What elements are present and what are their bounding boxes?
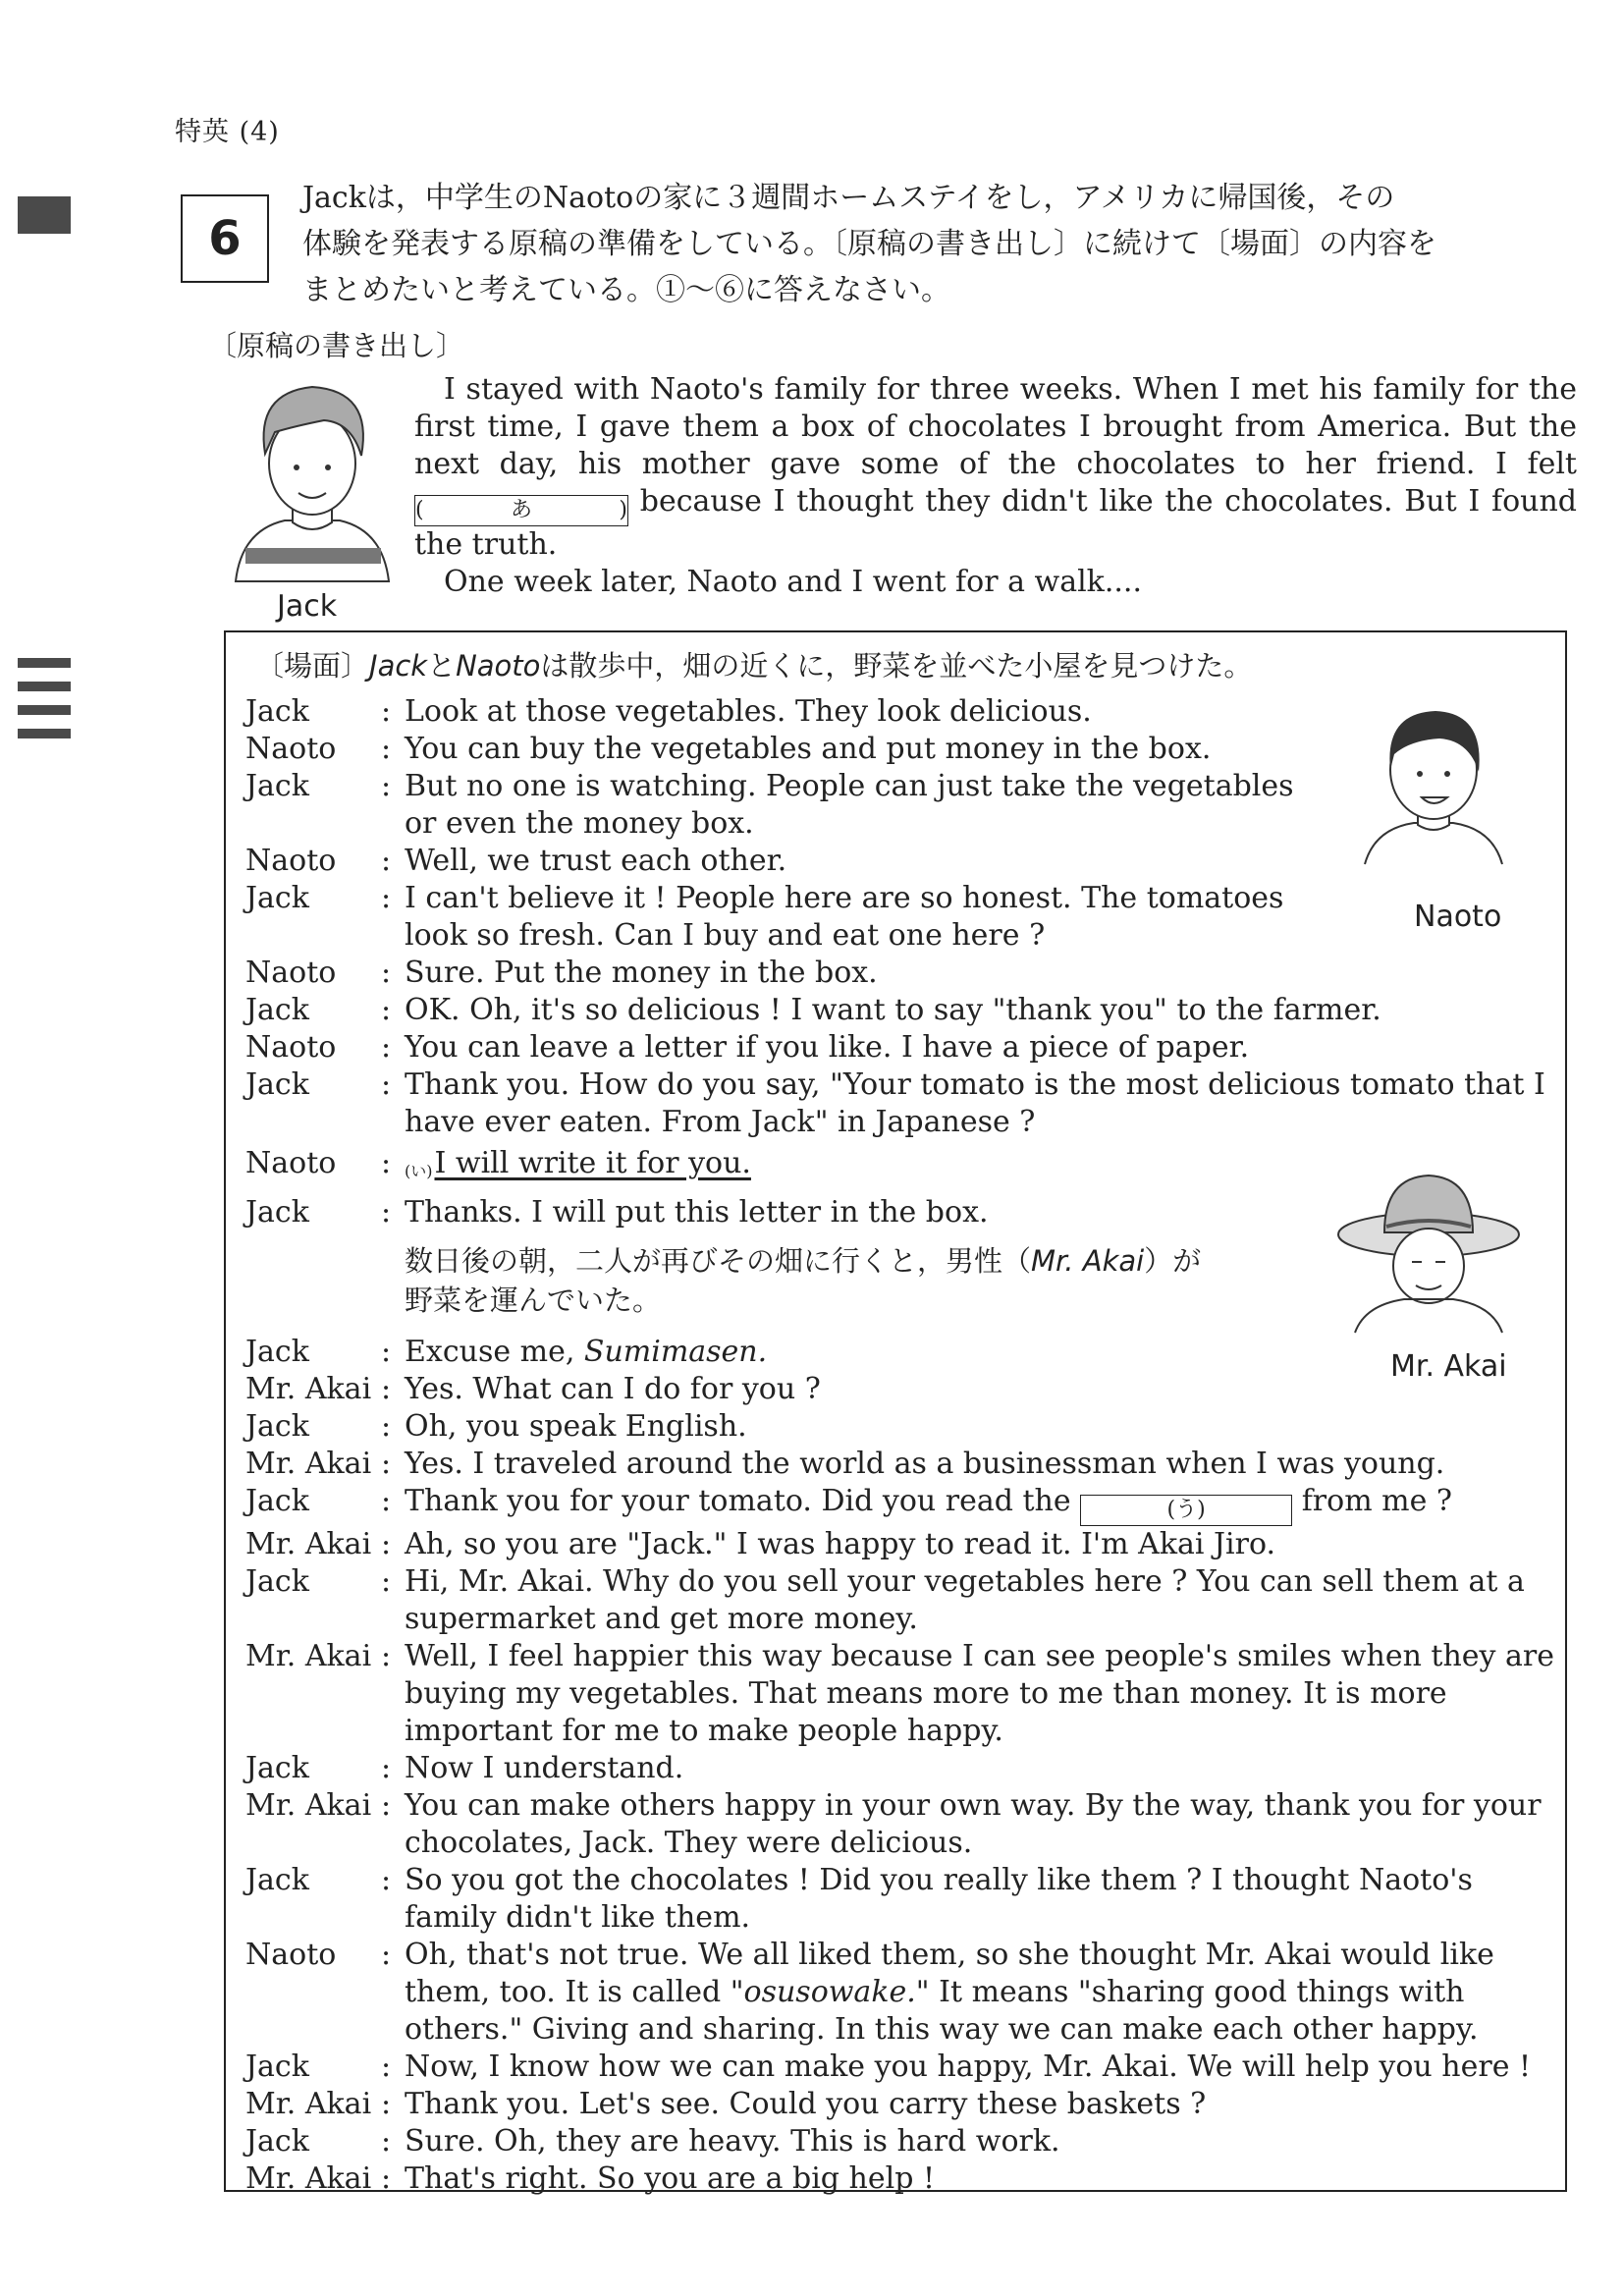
dialogue-line: Naoto : (い)I will write it for you. — [245, 1145, 1561, 1190]
line-text: Sure. Put the money in the box. — [405, 956, 878, 990]
line-text: Look at those vegetables. They look delicious. — [405, 694, 1092, 729]
stage-text: 野菜を運んでいた。 — [405, 1284, 662, 1317]
line-text-part: from me ? — [1301, 1484, 1452, 1518]
manuscript-line: next day, his mother gave some of the chocolates to her friend. I felt — [414, 447, 1577, 481]
speaker: Jack — [245, 1067, 309, 1102]
speaker: Jack — [245, 1863, 309, 1897]
dialogue-line: Mr. Akai : Yes. What can I do for you ? — [245, 1371, 1561, 1408]
scene-title — [255, 644, 1252, 684]
line-text — [405, 1937, 1561, 2049]
naoto-caption: Naoto — [1414, 900, 1502, 934]
manuscript-line: One week later, Naoto and I went for a walk.... — [444, 565, 1142, 599]
intro-line: 体験を発表する原稿の準備をしている。〔原稿の書き出し〕に続けて〔場面〕の内容を — [302, 227, 1436, 261]
question-number: 6 — [181, 194, 269, 283]
speaker: Naoto — [245, 1938, 337, 1972]
dialogue-line: Mr. Akai : You can make others happy in your own way. By the way, thank you for your chocolates, Jack. They were delicious. — [245, 1787, 1561, 1862]
line-text-italic: osusowake. — [743, 1975, 916, 2009]
dialogue-line: Naoto : You can leave a letter if you like. I have a piece of paper. — [245, 1029, 1561, 1066]
answer-blank-a[interactable]: (あ) — [414, 495, 628, 526]
speaker: Jack — [245, 2124, 309, 2159]
scene-title-prefix: 〔場面〕 — [255, 649, 370, 683]
stage-text: ）が — [1144, 1244, 1202, 1278]
line-text: You can leave a letter if you like. I have a piece of paper. — [405, 1030, 1250, 1065]
line-text: Thank you. How do you say, "Your tomato is the most delicious tomato that I have ever eaten. From Jack" in Japanese ? — [405, 1067, 1545, 1139]
line-text: Thank you. Let's see. Could you carry these baskets ? — [405, 2087, 1207, 2121]
dialogue-line: Mr. Akai : Yes. I traveled around the world as a businessman when I was young. — [245, 1446, 1561, 1483]
dialogue-line: Jack : Excuse me, Sumimasen. — [245, 1334, 1561, 1371]
dialogue — [245, 693, 1561, 2198]
manuscript-line: the truth. — [414, 527, 558, 562]
dialogue-line: Jack : Sure. Oh, they are heavy. This is hard work. — [245, 2123, 1561, 2160]
line-text: That's right. So you are a big help ! — [405, 2161, 935, 2196]
question-intro — [302, 175, 1577, 313]
speaker: Naoto — [245, 956, 337, 990]
margin-mark — [18, 196, 71, 234]
intro-line: Jackは，中学生のNaotoの家に３週間ホームステイをし，アメリカに帰国後，その — [302, 181, 1395, 215]
speaker: Jack — [245, 769, 309, 803]
scene-title-jack: Jack — [369, 649, 428, 683]
dialogue-line: Naoto : You can buy the vegetables and put money in the box. — [245, 731, 1561, 768]
stage-name: Mr. Akai — [1031, 1244, 1145, 1278]
dialogue-line: Jack : Thank you for your tomato. Did you read the (う) from me ? — [245, 1483, 1561, 1526]
speaker: Naoto — [245, 1030, 337, 1065]
margin-bar — [18, 729, 71, 738]
speaker: Mr. Akai — [245, 1372, 372, 1406]
margin-bar — [18, 682, 71, 691]
manuscript-line: first time, I gave them a box of chocolates I brought from America. But the — [414, 410, 1577, 444]
speaker: Mr. Akai — [245, 2161, 372, 2196]
line-text: Sure. Oh, they are heavy. This is hard work. — [405, 2124, 1060, 2159]
speaker: Jack — [245, 1409, 309, 1444]
line-text: Ah, so you are "Jack." I was happy to read it. I'm Akai Jiro. — [405, 1527, 1276, 1561]
answer-blank-u[interactable]: (う) — [1080, 1495, 1292, 1526]
line-text: Yes. What can I do for you ? — [405, 1372, 821, 1406]
line-text: Well, I feel happier this way because I can see people's smiles when they are buying my vegetables. That means more to me than money. It is more important for me to make people happy. — [405, 1639, 1555, 1748]
speaker: Jack — [245, 1335, 309, 1369]
line-text: So you got the chocolates ! Did you really like them ? I thought Naoto's family didn't like them. — [405, 1863, 1473, 1935]
jack-caption: Jack — [277, 589, 338, 624]
line-text-part: Excuse me, — [405, 1335, 584, 1369]
speaker: Naoto — [245, 1146, 337, 1180]
speaker: Mr. Akai — [245, 1527, 372, 1561]
speaker: Jack — [245, 1564, 309, 1599]
manuscript-line: I stayed with Naoto's family for three weeks. When I met his family for the — [444, 372, 1577, 407]
line-text-part: " It means "sharing good things with others." Giving and sharing. In this way we can make each other happy. — [405, 1975, 1479, 2047]
speaker: Naoto — [245, 732, 337, 766]
dialogue-line: Jack : Now, I know how we can make you happy, Mr. Akai. We will help you here ! — [245, 2049, 1561, 2086]
dialogue-line: Jack : Now I understand. — [245, 1750, 1561, 1787]
dialogue-line: Mr. Akai : Ah, so you are "Jack." I was happy to read it. I'm Akai Jiro. — [245, 1526, 1561, 1563]
line-text: But no one is watching. People can just take the vegetables or even the money box. — [405, 769, 1294, 841]
line-text — [405, 1483, 1561, 1526]
speaker: Mr. Akai — [245, 1447, 372, 1481]
dialogue-line: Jack : Thank you. How do you say, "Your tomato is the most delicious tomato that I have ever eaten. From Jack" in Japanese ? — [245, 1066, 1561, 1141]
line-text: I can't believe it ! People here are so honest. The tomatoes look so fresh. Can I buy and eat one here ? — [405, 881, 1284, 953]
scene-title-to: と — [427, 649, 457, 683]
line-text-part: Thank you for your tomato. Did you read the — [405, 1484, 1071, 1518]
intro-line: まとめたいと考えている。①～⑥に答えなさい。 — [302, 273, 950, 307]
margin-bar — [18, 658, 71, 668]
dialogue-line: Mr. Akai : That's right. So you are a big help ! — [245, 2160, 1561, 2198]
margin-bar — [18, 705, 71, 715]
line-text: Well, we trust each other. — [405, 844, 787, 878]
speaker: Mr. Akai — [245, 2087, 372, 2121]
scene-title-naoto: Naoto — [456, 649, 541, 683]
line-text: Oh, you speak English. — [405, 1409, 747, 1444]
stage-text: 数日後の朝，二人が再びその畑に行くと，男性（ — [405, 1244, 1032, 1278]
manuscript-text: because I thought they didn't like the chocolates. But I found — [639, 484, 1577, 519]
dialogue-line: Jack : Thanks. I will put this letter in the box. — [245, 1194, 1561, 1231]
dialogue-line: Naoto : Oh, that's not true. We all liked them, so she thought Mr. Akai would like them, too. It is called "osusowake." It means "sharing good things with others." Giving and sharing. In this way we can make each other happy. — [245, 1937, 1561, 2049]
manuscript-line — [414, 483, 1577, 526]
line-text-italic: Sumimasen. — [583, 1335, 768, 1369]
line-text: Now, I know how we can make you happy, Mr. Akai. We will help you here ! — [405, 2050, 1532, 2084]
line-text: Hi, Mr. Akai. Why do you sell your vegetables here ? You can sell them at a supermarket and get more money. — [405, 1564, 1525, 1636]
speaker: Jack — [245, 694, 309, 729]
dialogue-line: Jack : But no one is watching. People can just take the vegetables or even the money box. — [245, 768, 1561, 843]
speaker: Jack — [245, 1195, 309, 1230]
line-text: Yes. I traveled around the world as a businessman when I was young. — [405, 1447, 1445, 1481]
stage-direction — [245, 1241, 1561, 1320]
manuscript-title: 〔原稿の書き出し〕 — [208, 329, 465, 362]
dialogue-line: Jack : OK. Oh, it's so delicious ! I want to say "thank you" to the farmer. — [245, 992, 1561, 1029]
dialogue-line: Mr. Akai : Thank you. Let's see. Could you carry these baskets ? — [245, 2086, 1561, 2123]
line-text — [405, 1334, 1561, 1371]
speaker: Jack — [245, 881, 309, 915]
line-text: Thanks. I will put this letter in the box. — [405, 1195, 989, 1230]
dialogue-line: Jack : So you got the chocolates ! Did you really like them ? I thought Naoto's family didn't like them. — [245, 1862, 1561, 1937]
line-text: You can make others happy in your own way. By the way, thank you for your chocolates, Jack. They were delicious. — [405, 1788, 1542, 1860]
speaker: Mr. Akai — [245, 1788, 372, 1823]
line-text: Now I understand. — [405, 1751, 684, 1785]
dialogue-line: Naoto : Well, we trust each other. — [245, 843, 1561, 880]
page-header: 特英 (4) — [175, 117, 280, 147]
speaker: Jack — [245, 1751, 309, 1785]
scene-box — [224, 630, 1567, 2196]
speaker: Mr. Akai — [245, 1639, 372, 1673]
dialogue-line: Jack : I can't believe it ! People here are so honest. The tomatoes look so fresh. Can I buy and eat one here ? — [245, 880, 1561, 955]
dialogue-line: Jack : Hi, Mr. Akai. Why do you sell your vegetables here ? You can sell them at a supermarket and get more money. — [245, 1563, 1561, 1638]
manuscript-body — [414, 371, 1577, 601]
underline-mark: (い) — [405, 1162, 433, 1180]
akai-caption: Mr. Akai — [1390, 1349, 1507, 1384]
underlined-sentence: I will write it for you. — [434, 1146, 751, 1180]
dialogue-line: Jack : Oh, you speak English. — [245, 1408, 1561, 1446]
line-text-part: Oh, that's not true. We all liked them, so she thought Mr. Akai would like them, too. It is called " — [405, 1938, 1494, 2009]
speaker: Jack — [245, 2050, 309, 2084]
dialogue-line: Naoto : Sure. Put the money in the box. — [245, 955, 1561, 992]
speaker: Jack — [245, 1484, 309, 1518]
jack-illustration — [226, 373, 399, 585]
speaker: Naoto — [245, 844, 337, 878]
margin-bars — [18, 658, 71, 752]
dialogue-line: Jack : Look at those vegetables. They look delicious. — [245, 693, 1561, 731]
line-text: OK. Oh, it's so delicious ! I want to say "thank you" to the farmer. — [405, 993, 1381, 1027]
dialogue-line: Mr. Akai : Well, I feel happier this way because I can see people's smiles when they are buying my vegetables. That means more to me than money. It is more important for me to make people happy. — [245, 1638, 1561, 1750]
speaker: Jack — [245, 993, 309, 1027]
line-text — [405, 1145, 1561, 1190]
scene-title-rest: は散歩中，畑の近くに，野菜を並べた小屋を見つけた。 — [540, 649, 1253, 683]
line-text: You can buy the vegetables and put money in the box. — [405, 732, 1212, 766]
